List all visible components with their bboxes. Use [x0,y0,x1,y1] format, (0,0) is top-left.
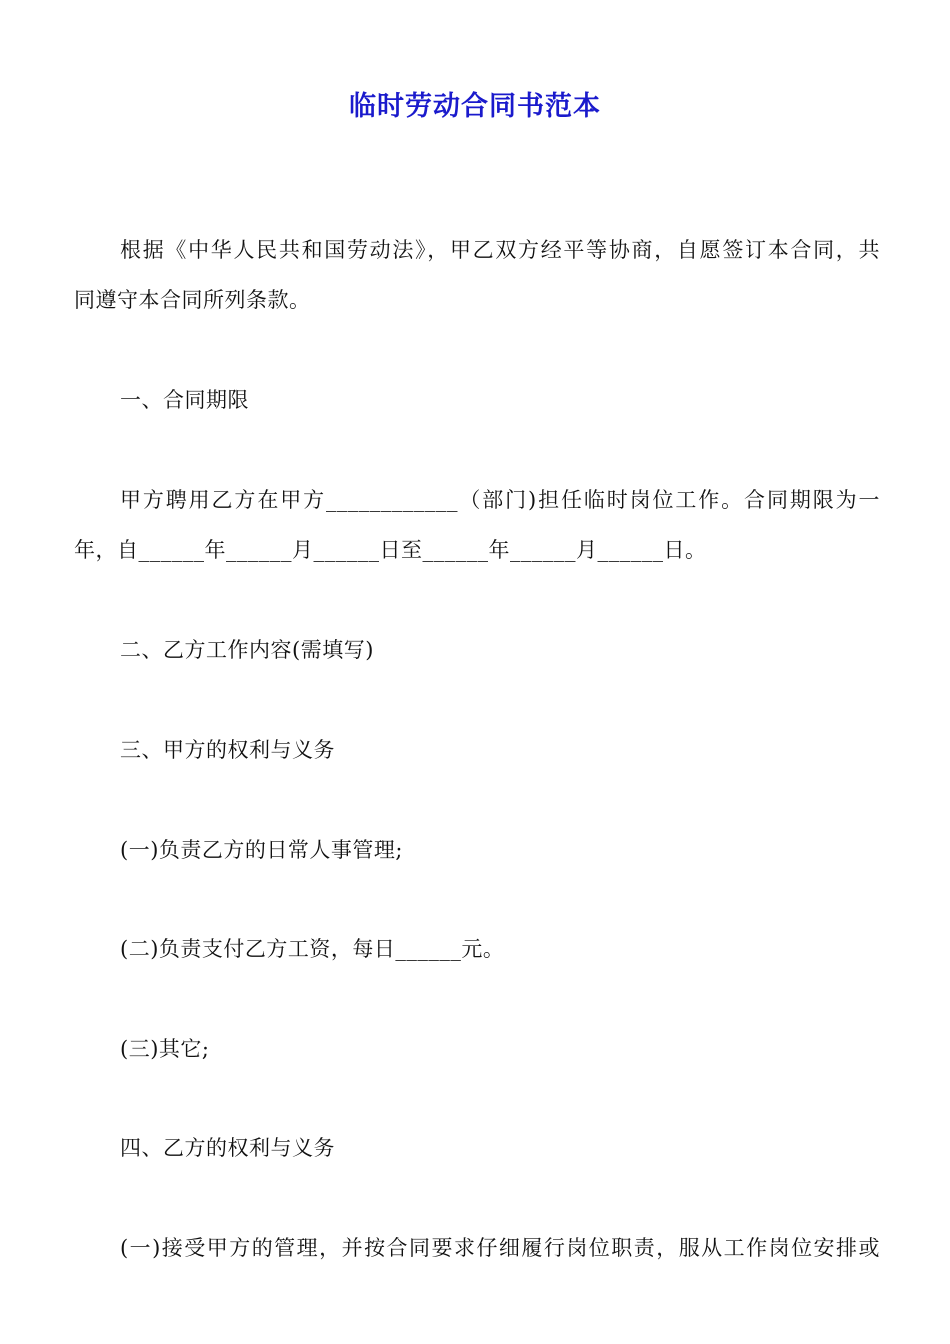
clause-a-3: (三)其它; [120,1037,210,1061]
section-heading-party-b-rights: 四、乙方的权利与义务 [120,1136,335,1160]
document-title: 临时劳动合同书范本 [349,91,601,122]
paragraph-term-line-1: 甲方聘用乙方在甲方____________（部门)担任临时岗位工作。合同期限为一 [120,488,880,512]
clause-a-2: (二)负责支付乙方工资，每日______元。 [120,937,505,961]
clause-b-1-line-1: (一)接受甲方的管理，并按合同要求仔细履行岗位职责，服从工作岗位安排或 [120,1236,880,1260]
paragraph-term-line-2: 年，自______年______月______日至______年______月______日。 [74,538,707,562]
section-heading-party-a-rights: 三、甲方的权利与义务 [120,738,335,762]
paragraph-intro-line-1: 根据《中华人民共和国劳动法》，甲乙双方经平等协商，自愿签订本合同，共 [120,238,880,262]
section-heading-work-content: 二、乙方工作内容(需填写) [120,638,374,662]
paragraph-intro-line-2: 同遵守本合同所列条款。 [74,288,311,312]
section-heading-contract-term: 一、合同期限 [120,388,249,412]
clause-a-1: (一)负责乙方的日常人事管理; [120,838,403,862]
